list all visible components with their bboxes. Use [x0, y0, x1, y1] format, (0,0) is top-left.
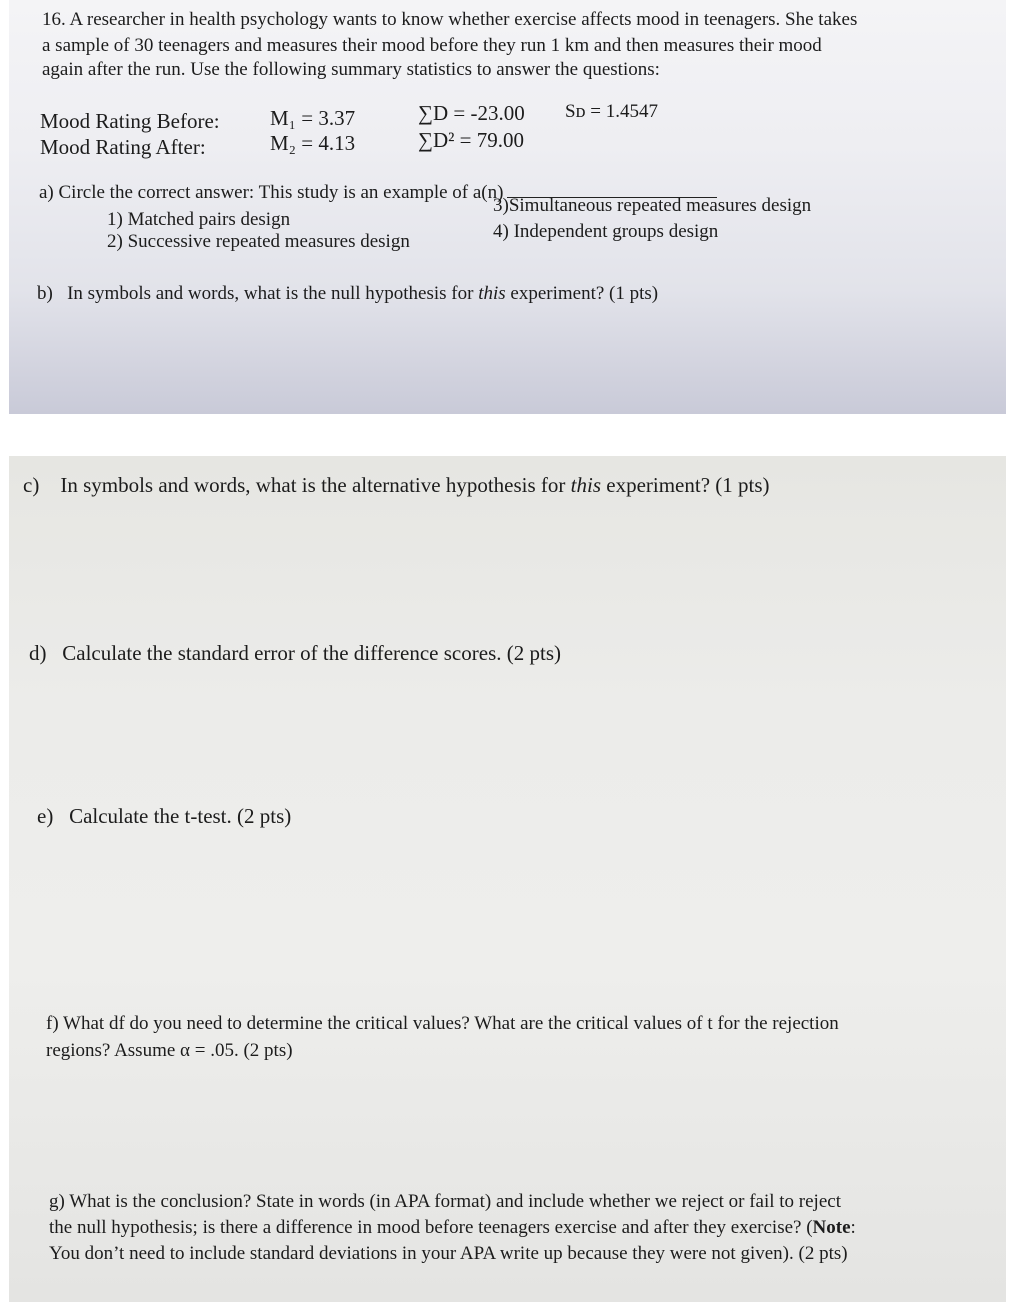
photo-bottom-page [9, 456, 1006, 1302]
part-e-text: Calculate the t-test. (2 pts) [69, 804, 292, 828]
part-g-line-2-pre: the null hypothesis; is there a difference in mood before teenagers exercise and after they exercise? ( [49, 1217, 813, 1238]
part-a-option-2: 2) Successive repeated measures design [107, 231, 410, 252]
part-e [37, 806, 291, 827]
part-d-marker: d) [29, 641, 47, 665]
part-a-option-1: 1) Matched pairs design [107, 209, 291, 230]
part-g-line-3: You don’t need to include standard deviations in your APA write up because they were not given). (2 pts) [49, 1243, 848, 1264]
part-e-marker: e) [37, 804, 54, 828]
part-b-text-pre: In symbols and words, what is the null hypothesis for [67, 283, 479, 304]
part-g-line-2-post: : [850, 1217, 856, 1238]
after-mean: M₂ = 4.13 [270, 131, 356, 155]
sum-d2: ∑D² = 79.00 [418, 128, 525, 152]
part-f-line-1: f) What df do you need to determine the critical values? What are the critical values of t for the rejection [46, 1013, 839, 1034]
after-label: Mood Rating After: [40, 135, 206, 159]
part-a-option-3: 3)Simultaneous repeated measures design [493, 195, 812, 216]
part-b-text-post: experiment? (1 pts) [505, 283, 659, 304]
part-f-line-2: regions? Assume α = .05. (2 pts) [46, 1040, 293, 1061]
before-label: Mood Rating Before: [40, 109, 220, 133]
part-c-text-em: this [570, 473, 601, 497]
part-a-option-4: 4) Independent groups design [493, 221, 719, 242]
part-g-note: Note [812, 1217, 851, 1238]
part-b [37, 284, 658, 303]
part-c-text-post: experiment? (1 pts) [601, 473, 770, 497]
part-g-line-2 [49, 1218, 856, 1237]
intro-line-3: again after the run. Use the following summary statistics to answer the questions: [42, 59, 660, 80]
part-c-marker: c) [23, 473, 40, 497]
intro-line-2: a sample of 30 teenagers and measures their mood before they run 1 km and then measures their mood [42, 35, 822, 56]
part-b-text-em: this [478, 283, 506, 304]
part-b-marker: b) [37, 283, 53, 304]
part-a-text: a) Circle the correct answer: This study is an example of a(n) [39, 182, 504, 203]
part-d-text: Calculate the standard error of the difference scores. (2 pts) [62, 641, 561, 665]
part-c-text-pre: In symbols and words, what is the alternative hypothesis for [60, 473, 571, 497]
photo-top-page [9, 0, 1006, 414]
part-g-line-1: g) What is the conclusion? State in words (in APA format) and include whether we reject or fail to reject [49, 1191, 841, 1212]
intro-line-1: 16. A researcher in health psychology wants to know whether exercise affects mood in teenagers. She takes [42, 9, 858, 30]
sd-value: Sᴅ = 1.4547 [565, 101, 658, 122]
part-d [29, 643, 561, 664]
sum-d: ∑D = -23.00 [418, 101, 525, 125]
part-c [23, 475, 770, 496]
before-mean: M₁ = 3.37 [270, 106, 356, 130]
